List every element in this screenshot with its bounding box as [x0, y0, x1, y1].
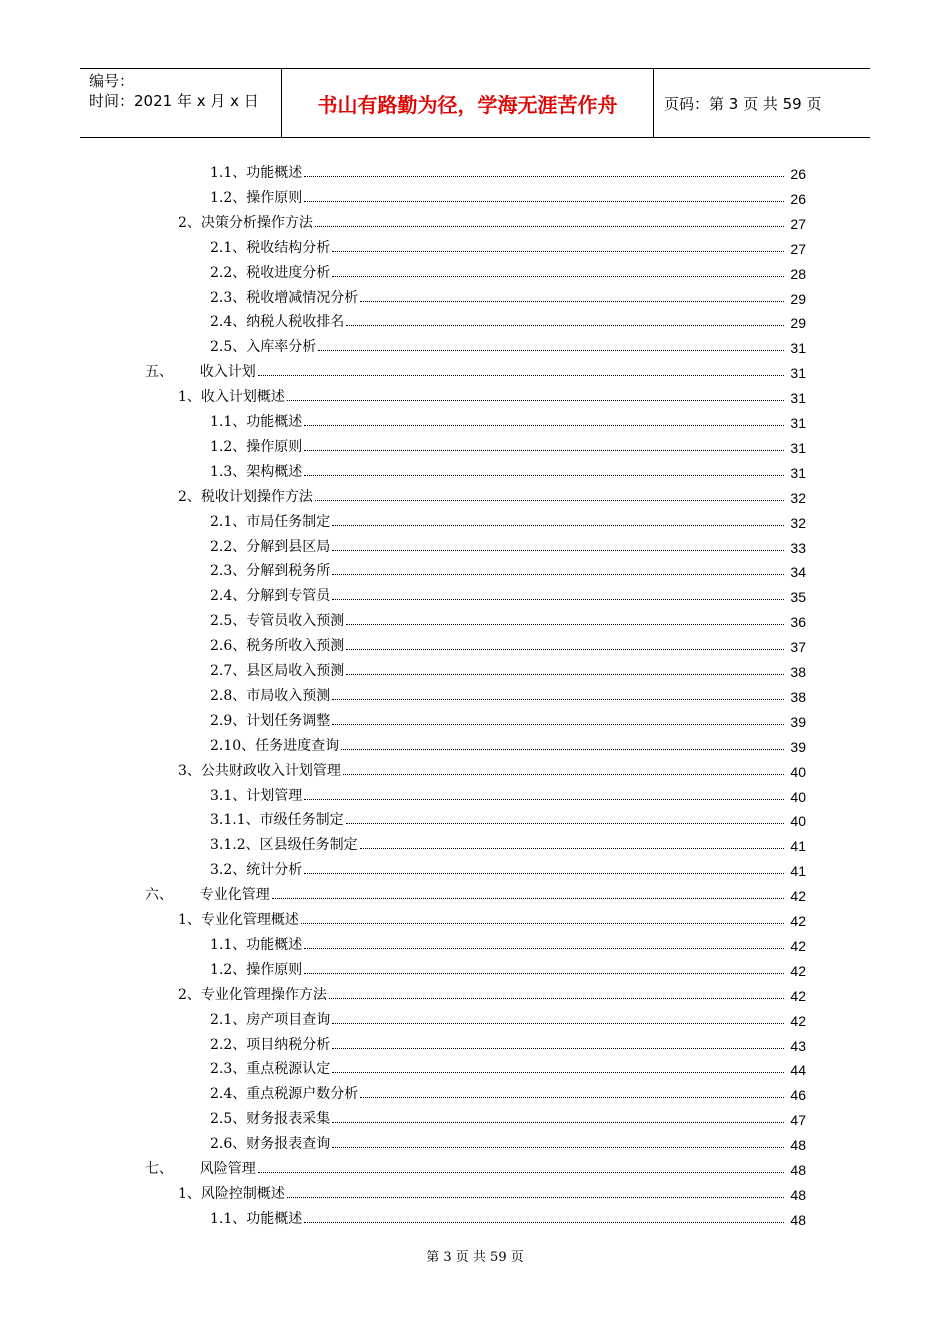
toc-entry-title: 1.2、操作原则: [210, 189, 303, 206]
toc-entry-page: 29: [790, 290, 806, 307]
toc-leader-dots: [304, 973, 784, 974]
toc-entry-title: 2.3、税收增减情况分析: [210, 289, 359, 306]
toc-entry[interactable]: [210, 283, 806, 307]
toc-entry-title: 2.2、税收进度分析: [210, 264, 331, 281]
toc-entry-page: 42: [790, 937, 806, 954]
toc-leader-dots: [360, 1097, 784, 1098]
toc-leader-dots: [332, 1048, 784, 1049]
toc-entry-title: 2.1、税收结构分析: [210, 239, 331, 256]
toc-entry-title: 2、专业化管理操作方法: [178, 986, 327, 1003]
toc-entry[interactable]: [210, 581, 806, 605]
toc-leader-dots: [332, 599, 784, 600]
toc-leader-dots: [304, 201, 784, 202]
toc-leader-dots: [346, 823, 784, 824]
toc-entry-title: 1.1、功能概述: [210, 1210, 303, 1227]
toc-entry-page: 39: [790, 713, 806, 730]
toc-entry-title: 2.5、财务报表采集: [210, 1111, 331, 1128]
toc-entry-title: 1.1、功能概述: [210, 165, 303, 181]
toc-entry[interactable]: [210, 1204, 806, 1228]
toc-entry-title: 1.1、功能概述: [210, 936, 303, 953]
toc-entry-page: 47: [790, 1112, 806, 1129]
toc-entry-page: 40: [790, 763, 806, 780]
toc-entry[interactable]: [210, 233, 806, 257]
toc-leader-dots: [360, 301, 784, 302]
toc-entry-page: 34: [790, 564, 806, 581]
toc-entry-title: 2.3、重点税源认定: [210, 1061, 331, 1078]
toc-leader-dots: [304, 450, 784, 451]
toc-entry-title: 2.9、计划任务调整: [210, 712, 331, 729]
toc-leader-dots: [343, 774, 784, 775]
toc-leader-dots: [287, 1197, 784, 1198]
toc-leader-dots: [346, 674, 784, 675]
header-meta: [80, 69, 282, 137]
toc-entry[interactable]: [210, 930, 806, 954]
toc-entry-page: 40: [790, 788, 806, 805]
toc-entry[interactable]: [210, 332, 806, 356]
toc-leader-dots: [272, 898, 784, 899]
toc-entry-page: 27: [790, 215, 806, 232]
toc-leader-dots: [332, 276, 784, 277]
toc-entry-title: 2.5、专管员收入预测: [210, 613, 345, 630]
toc-entry-title: 2.1、房产项目查询: [210, 1011, 331, 1028]
toc-entry[interactable]: [178, 980, 806, 1004]
toc-entry-page: 29: [790, 315, 806, 332]
toc-entry[interactable]: [210, 681, 806, 705]
toc-leader-dots: [304, 1222, 784, 1223]
toc-leader-dots: [341, 749, 784, 750]
toc-entry[interactable]: [210, 1054, 806, 1078]
toc-entry-page: 46: [790, 1087, 806, 1104]
toc-entry-title: 3、公共财政收入计划管理: [178, 762, 341, 779]
toc-entry-title: 2.6、财务报表查询: [210, 1136, 331, 1153]
toc-entry-title: 3.1、计划管理: [210, 787, 303, 804]
toc-entry-title: 1、风险控制概述: [178, 1185, 285, 1202]
toc-entry-page: 41: [790, 863, 806, 880]
toc-entry-page: 42: [790, 987, 806, 1004]
toc-leader-dots: [287, 400, 784, 401]
toc-entry-page: 42: [790, 888, 806, 905]
toc-entry[interactable]: [210, 507, 806, 531]
toc-entry-title: 1.2、操作原则: [210, 961, 303, 978]
toc-leader-dots: [329, 998, 784, 999]
toc-entry-page: 27: [790, 240, 806, 257]
toc-entry-title: 七、 风险管理: [145, 1161, 256, 1177]
toc-entry-page: 28: [790, 265, 806, 282]
toc-entry-title: 1.3、架构概述: [210, 463, 303, 480]
toc-entry-page: 32: [790, 489, 806, 506]
toc-entry-page: 37: [790, 639, 806, 656]
toc-leader-dots: [258, 375, 784, 376]
toc-entry[interactable]: [210, 1005, 806, 1029]
toc-entry-page: 48: [790, 1186, 806, 1203]
toc-leader-dots: [304, 425, 784, 426]
toc-leader-dots: [332, 525, 784, 526]
toc-leader-dots: [332, 1072, 784, 1073]
toc-entry-title: 五、 收入计划: [145, 364, 256, 381]
toc-entry-title: 3.2、统计分析: [210, 862, 303, 879]
toc-entry-title: 2.8、市局收入预测: [210, 687, 331, 704]
toc-entry[interactable]: [210, 556, 806, 580]
toc-leader-dots: [304, 176, 784, 177]
toc-entry-title: 2.4、分解到专管员: [210, 588, 331, 605]
toc-entry-title: 1、收入计划概述: [178, 389, 285, 406]
toc-entry[interactable]: [178, 905, 806, 929]
toc-entry-page: 48: [790, 1137, 806, 1154]
toc-leader-dots: [304, 948, 784, 949]
header-page-info: 页码：第 3 页 共 59 页: [664, 94, 822, 113]
toc-entry-page: 26: [790, 190, 806, 207]
toc-entry-title: 3.1.2、区县级任务制定: [210, 837, 358, 854]
toc-entry-page: 36: [790, 614, 806, 631]
toc-entry[interactable]: [210, 1129, 806, 1153]
toc-entry-page: 48: [790, 1162, 806, 1178]
toc-entry-page: 42: [790, 1012, 806, 1029]
toc-entry-page: 42: [790, 913, 806, 929]
toc-entry-page: 44: [790, 1062, 806, 1079]
toc-entry[interactable]: [210, 1030, 806, 1054]
toc-entry[interactable]: [210, 1079, 806, 1103]
toc-leader-dots: [332, 699, 784, 700]
toc-leader-dots: [332, 251, 784, 252]
toc-entry[interactable]: [210, 432, 806, 456]
toc-entry[interactable]: [210, 631, 806, 655]
toc-entry-title: 2.6、税务所收入预测: [210, 638, 345, 655]
toc-leader-dots: [332, 724, 784, 725]
toc-entry[interactable]: [178, 208, 806, 232]
toc-entry[interactable]: [210, 457, 806, 481]
toc-entry-title: 2、税收计划操作方法: [178, 488, 313, 505]
toc-entry-page: 39: [790, 738, 806, 755]
toc-entry-title: 2.10、任务进度查询: [210, 737, 340, 754]
page-header: [80, 68, 870, 138]
toc-entry-title: 2、决策分析操作方法: [178, 214, 313, 231]
toc-entry[interactable]: [210, 855, 806, 879]
toc-entry[interactable]: [210, 830, 806, 854]
document-time: 时间：2021 年 x 月 x 日: [89, 92, 259, 110]
toc-entry[interactable]: [178, 482, 806, 506]
toc-entry-page: 31: [790, 439, 806, 456]
toc-entry-title: 2.4、重点税源户数分析: [210, 1086, 359, 1103]
toc-entry-title: 2.2、分解到县区局: [210, 538, 331, 555]
toc-entry-title: 1.2、操作原则: [210, 438, 303, 455]
toc-entry[interactable]: [210, 731, 806, 755]
document-number-label: 编号：: [89, 72, 135, 90]
toc-entry-page: 31: [790, 365, 806, 382]
toc-leader-dots: [315, 226, 784, 227]
toc-entry[interactable]: [210, 407, 806, 431]
toc-entry-page: 31: [790, 415, 806, 431]
toc-entry-page: 43: [790, 1037, 806, 1054]
toc-entry[interactable]: [210, 1104, 806, 1128]
toc-entry[interactable]: [145, 1154, 806, 1178]
toc-entry[interactable]: [210, 706, 806, 730]
toc-leader-dots: [315, 500, 784, 501]
toc-leader-dots: [360, 848, 784, 849]
toc-entry[interactable]: [210, 656, 806, 680]
toc-leader-dots: [332, 1122, 784, 1123]
toc-entry-page: 31: [790, 390, 806, 407]
toc-entry-page: 31: [790, 464, 806, 481]
toc-entry-page: 48: [790, 1211, 806, 1228]
toc-entry[interactable]: [178, 756, 806, 780]
toc-entry[interactable]: [145, 357, 806, 381]
toc-entry-title: 3.1.1、市级任务制定: [210, 812, 344, 829]
toc-entry-page: 38: [790, 688, 806, 705]
toc-leader-dots: [304, 799, 784, 800]
toc-entry[interactable]: [210, 183, 806, 207]
toc-entry-page: 41: [790, 838, 806, 855]
toc-entry[interactable]: [210, 781, 806, 805]
toc-entry[interactable]: [178, 382, 806, 406]
toc-leader-dots: [304, 475, 784, 476]
toc-entry[interactable]: [210, 805, 806, 829]
toc-entry[interactable]: [145, 880, 806, 904]
toc-leader-dots: [332, 550, 784, 551]
toc-entry-page: 40: [790, 813, 806, 830]
toc-leader-dots: [258, 1172, 784, 1173]
toc-entry-title: 六、 专业化管理: [145, 887, 270, 904]
toc-leader-dots: [346, 624, 784, 625]
toc-entry[interactable]: [210, 955, 806, 979]
header-motto: 书山有路勤为径，学海无涯苦作舟: [282, 69, 654, 137]
toc-entry-title: 1.1、功能概述: [210, 414, 303, 430]
toc-leader-dots: [346, 325, 784, 326]
toc-entry-page: 35: [790, 589, 806, 606]
toc-leader-dots: [301, 923, 784, 924]
toc-leader-dots: [318, 350, 784, 351]
toc-leader-dots: [332, 1147, 784, 1148]
page-footer: 第 3 页 共 59 页: [426, 1250, 524, 1265]
toc-entry-page: 33: [790, 539, 806, 556]
toc-entry[interactable]: [178, 1179, 806, 1203]
toc-entry-page: 32: [790, 514, 806, 531]
toc-entry-title: 2.5、入库率分析: [210, 339, 317, 356]
toc-entry-page: 42: [790, 962, 806, 979]
toc-entry-title: 1、专业化管理概述: [178, 912, 299, 928]
toc-entry[interactable]: [210, 307, 806, 331]
toc-entry-title: 2.2、项目纳税分析: [210, 1036, 331, 1053]
toc-leader-dots: [332, 574, 784, 575]
toc-entry-page: 31: [790, 340, 806, 357]
toc-entry[interactable]: [210, 258, 806, 282]
toc-leader-dots: [332, 1023, 784, 1024]
toc-entry-page: 26: [790, 166, 806, 182]
toc-entry[interactable]: [210, 532, 806, 556]
toc-entry-title: 2.4、纳税人税收排名: [210, 314, 345, 331]
toc-entry[interactable]: [210, 158, 806, 182]
toc-leader-dots: [304, 873, 784, 874]
toc-entry-title: 2.3、分解到税务所: [210, 563, 331, 580]
toc-entry-page: 38: [790, 664, 806, 680]
toc-entry[interactable]: [210, 606, 806, 630]
toc-leader-dots: [346, 649, 784, 650]
toc-entry-title: 2.7、县区局收入预测: [210, 663, 345, 679]
toc-entry-title: 2.1、市局任务制定: [210, 513, 331, 530]
